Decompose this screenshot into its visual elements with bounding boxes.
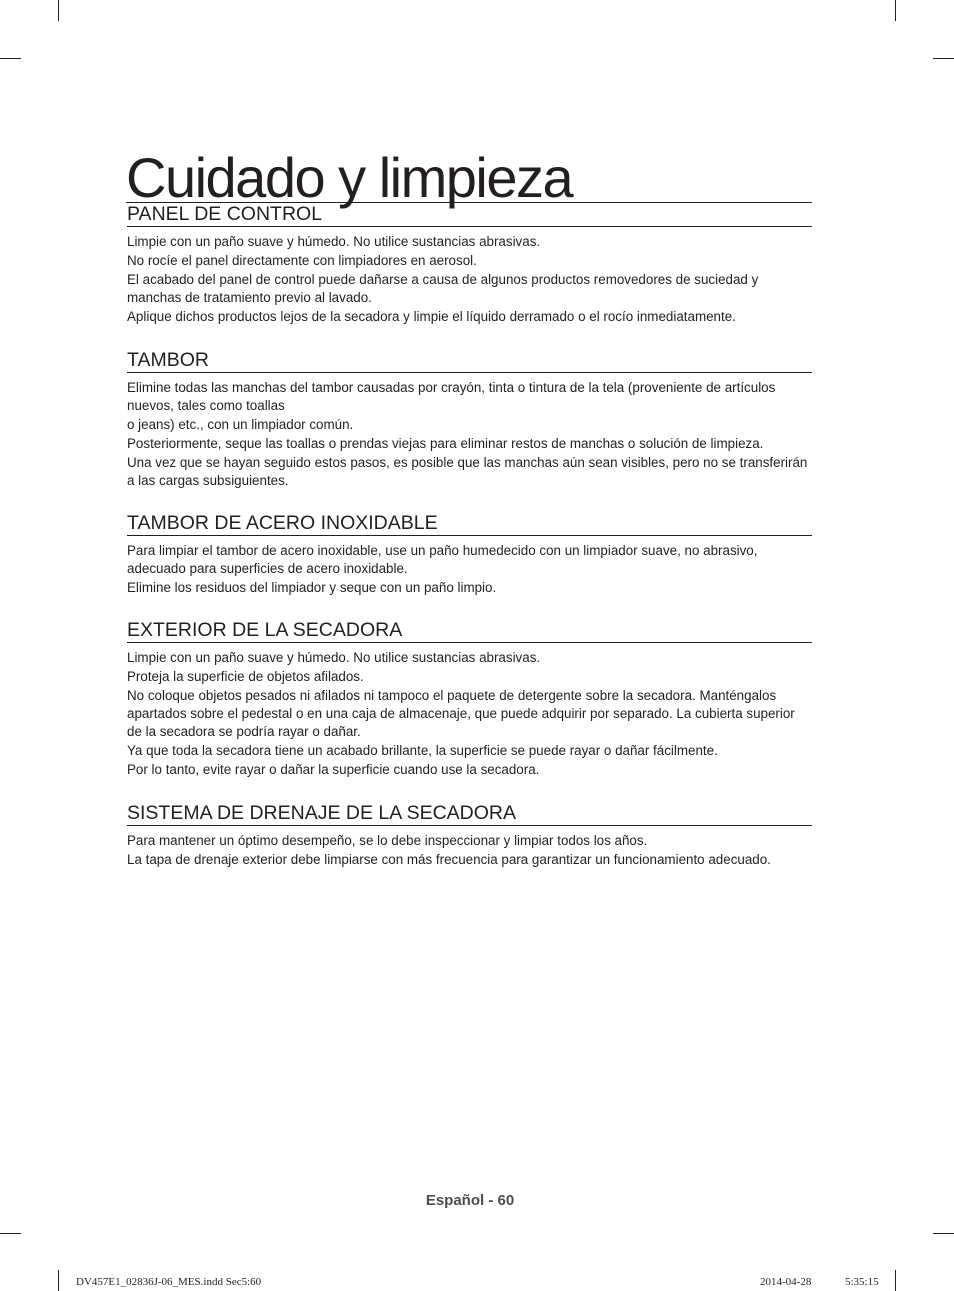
slug-file: DV457E1_02836J-06_MES.indd Sec5:60 [76, 1276, 262, 1288]
section-tambor [127, 349, 812, 491]
section-heading: SISTEMA DE DRENAJE DE LA SECADORA [127, 802, 812, 826]
page-title: Cuidado y limpieza [126, 146, 812, 203]
section-heading: EXTERIOR DE LA SECADORA [127, 619, 812, 643]
paragraph: Posteriormente, seque las toallas o prendas viejas para eliminar restos de manchas o solución de limpieza. [127, 436, 764, 451]
slug-date: 2014-04-28 [760, 1276, 812, 1288]
paragraph: Limpie con un paño suave y húmedo. No utilice sustancias abrasivas. [127, 234, 541, 249]
section-exterior-secadora [127, 619, 812, 780]
paragraph: Una vez que se hayan seguido estos pasos, es posible que las manchas aún sean visibles, pero no se transferirán a las cargas subsiguientes. [127, 455, 808, 488]
paragraph: No rocíe el panel directamente con limpiadores en aerosol. [127, 253, 477, 268]
paragraph: Para mantener un óptimo desempeño, se lo debe inspeccionar y limpiar todos los años. [127, 833, 648, 848]
slug-time: 5:35:15 [845, 1276, 879, 1288]
paragraph: El acabado del panel de control puede dañarse a causa de algunos productos removedores de suciedad y manchas de tratamiento previo al lavado. [127, 272, 759, 305]
section-heading: TAMBOR DE ACERO INOXIDABLE [127, 512, 812, 536]
section-tambor-acero-inoxidable [127, 512, 812, 598]
paragraph: Para limpiar el tambor de acero inoxidable, use un paño humedecido con un limpiador suave, no abrasivo, adecuado para superficies de acero inoxidable. [127, 543, 758, 576]
crop-mark [933, 58, 954, 59]
page-number: Español - 60 [425, 1192, 515, 1209]
paragraph: o jeans) etc., con un limpiador común. [127, 417, 354, 432]
section-panel-de-control [127, 203, 812, 327]
crop-mark [895, 1270, 896, 1291]
paragraph: Elimine los residuos del limpiador y seque con un paño limpio. [127, 580, 497, 595]
crop-mark [895, 0, 896, 21]
paragraph: Aplique dichos productos lejos de la secadora y limpie el líquido derramado o el rocío inmediatamente. [127, 309, 736, 324]
crop-mark [0, 1233, 21, 1234]
section-sistema-drenaje [127, 802, 812, 870]
crop-mark [58, 1270, 59, 1291]
paragraph: Ya que toda la secadora tiene un acabado brillante, la superficie se puede rayar o dañar fácilmente. [127, 743, 718, 758]
paragraph: La tapa de drenaje exterior debe limpiarse con más frecuencia para garantizar un funcionamiento adecuado. [127, 852, 771, 867]
paragraph: Elimine todas las manchas del tambor causadas por crayón, tinta o tintura de la tela (proveniente de artículos nuevos, tales como toallas [127, 380, 776, 413]
paragraph: No coloque objetos pesados ni afilados ni tampoco el paquete de detergente sobre la secadora. Manténgalos apartados sobre el pedestal o en una caja de almacenaje, que puede adquirir por separado. La cubierta superior de la secadora se podría rayar o dañar. [127, 688, 795, 739]
section-heading: PANEL DE CONTROL [127, 203, 812, 227]
section-heading: TAMBOR [127, 349, 812, 373]
paragraph: Limpie con un paño suave y húmedo. No utilice sustancias abrasivas. [127, 650, 541, 665]
paragraph: Por lo tanto, evite rayar o dañar la superficie cuando use la secadora. [127, 762, 540, 777]
paragraph: Proteja la superficie de objetos afilados. [127, 669, 364, 684]
crop-mark [58, 0, 59, 21]
crop-mark [933, 1233, 954, 1234]
crop-mark [0, 58, 21, 59]
